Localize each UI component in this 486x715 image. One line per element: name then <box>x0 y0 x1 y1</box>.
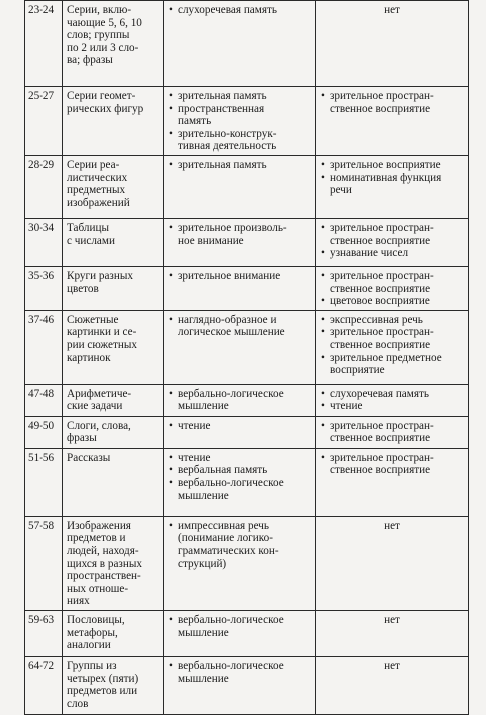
main-functions-list <box>168 614 311 639</box>
additional-functions-list <box>320 388 464 413</box>
table-row <box>25 416 469 448</box>
list-item: • вербально-логическое мышление <box>168 614 311 639</box>
list-item: • узнавание чисел <box>320 247 464 260</box>
additional-functions-list <box>320 420 464 445</box>
additional-functions-cell <box>316 218 469 266</box>
table-row <box>25 384 469 416</box>
main-functions-list <box>168 520 311 570</box>
task-number-cell: 49-50 <box>25 416 63 448</box>
task-type-cell: Сюжетные картинки и се- рии сюжетных картинок <box>63 310 164 384</box>
table-row <box>25 610 469 656</box>
task-type-cell: Рассказы <box>63 448 164 516</box>
list-item: • цветовое восприятие <box>320 295 464 308</box>
additional-functions-cell <box>316 448 469 516</box>
list-item: • зрительное восприятие <box>320 159 464 172</box>
list-item: • чтение <box>168 452 311 465</box>
additional-functions-cell: нет <box>316 656 469 714</box>
task-type-cell: Таблицы с числами <box>63 218 164 266</box>
task-number-cell: 64-72 <box>25 656 63 714</box>
methods-table <box>24 0 469 715</box>
main-functions-cell <box>164 416 316 448</box>
additional-functions-cell: нет <box>316 1 469 87</box>
main-functions-cell <box>164 155 316 218</box>
list-item: • зрительное внимание <box>168 270 311 283</box>
main-functions-list <box>168 270 311 283</box>
task-number-cell: 37-46 <box>25 310 63 384</box>
task-number-cell: 35-36 <box>25 266 63 310</box>
task-number-cell: 23-24 <box>25 1 63 87</box>
table-body <box>25 1 469 715</box>
task-number-cell: 28-29 <box>25 155 63 218</box>
additional-functions-cell <box>316 266 469 310</box>
table-row <box>25 87 469 156</box>
list-item: • зрительное простран- ственное восприятие <box>320 222 464 247</box>
main-functions-cell <box>164 218 316 266</box>
task-type-cell: Арифметиче- ские задачи <box>63 384 164 416</box>
main-functions-cell <box>164 310 316 384</box>
list-item: • слухоречевая память <box>320 388 464 401</box>
list-item: • зрительное простран- ственное восприятие <box>320 270 464 295</box>
additional-functions-list <box>320 452 464 477</box>
additional-functions-cell: нет <box>316 610 469 656</box>
list-item: • вербальная память <box>168 464 311 477</box>
additional-functions-list <box>320 90 464 115</box>
main-functions-cell <box>164 610 316 656</box>
main-functions-cell <box>164 516 316 610</box>
list-item: • чтение <box>168 420 311 433</box>
table-row <box>25 1 469 87</box>
list-item: • зрительное простран- ственное восприятие <box>320 90 464 115</box>
additional-functions-cell <box>316 384 469 416</box>
additional-functions-list <box>320 159 464 197</box>
list-item: • зрительное предметное восприятие <box>320 352 464 377</box>
table-row <box>25 310 469 384</box>
list-item: • зрительное простран- ственное восприятие <box>320 452 464 477</box>
list-item: • импрессивная речь (понимание логико- грамматических кон- струкций) <box>168 520 311 570</box>
main-functions-list <box>168 388 311 413</box>
task-number-cell: 25-27 <box>25 87 63 156</box>
task-type-cell: Слоги, слова, фразы <box>63 416 164 448</box>
additional-functions-cell <box>316 155 469 218</box>
task-type-cell: Изображения предметов и людей, находя- щихся в разных пространствен- ных отноше- ниях <box>63 516 164 610</box>
task-type-cell: Серии геомет- рических фигур <box>63 87 164 156</box>
main-functions-cell <box>164 384 316 416</box>
main-functions-list <box>168 4 311 17</box>
list-item: • зрительно-конструк- тивная деятельность <box>168 128 311 153</box>
table-row <box>25 266 469 310</box>
list-item: • слухоречевая память <box>168 4 311 17</box>
additional-functions-list <box>320 222 464 260</box>
list-item: • зрительное простран- ственное восприятие <box>320 326 464 351</box>
main-functions-cell <box>164 87 316 156</box>
table-row <box>25 155 469 218</box>
main-functions-list <box>168 90 311 153</box>
main-functions-list <box>168 452 311 502</box>
additional-functions-cell <box>316 310 469 384</box>
list-item: • пространственная память <box>168 103 311 128</box>
list-item: • экспрессивная речь <box>320 314 464 327</box>
task-number-cell: 57-58 <box>25 516 63 610</box>
list-item: • вербально-логическое мышление <box>168 660 311 685</box>
task-number-cell: 30-34 <box>25 218 63 266</box>
list-item: • зрительная память <box>168 90 311 103</box>
table-row <box>25 656 469 714</box>
additional-functions-cell: нет <box>316 516 469 610</box>
main-functions-cell <box>164 266 316 310</box>
list-item: • вербально-логическое мышление <box>168 477 311 502</box>
task-type-cell: Пословицы, метафоры, аналогии <box>63 610 164 656</box>
main-functions-cell <box>164 448 316 516</box>
task-number-cell: 51-56 <box>25 448 63 516</box>
main-functions-list <box>168 420 311 433</box>
list-item: • зрительная память <box>168 159 311 172</box>
list-item: • чтение <box>320 400 464 413</box>
list-item: • номинативная функция речи <box>320 172 464 197</box>
main-functions-cell <box>164 656 316 714</box>
main-functions-cell <box>164 1 316 87</box>
main-functions-list <box>168 314 311 339</box>
list-item: • зрительное простран- ственное восприятие <box>320 420 464 445</box>
additional-functions-cell <box>316 87 469 156</box>
task-type-cell: Серии реа- листических предметных изображений <box>63 155 164 218</box>
table-row <box>25 218 469 266</box>
task-type-cell: Серии, вклю- чающие 5, 6, 10 слов; группы по 2 или 3 сло- ва; фразы <box>63 1 164 87</box>
list-item: • зрительное произволь- ное внимание <box>168 222 311 247</box>
document-page <box>24 0 468 715</box>
list-item: • вербально-логическое мышление <box>168 388 311 413</box>
table-row <box>25 516 469 610</box>
additional-functions-cell <box>316 416 469 448</box>
list-item: • наглядно-образное и логическое мышление <box>168 314 311 339</box>
task-number-cell: 47-48 <box>25 384 63 416</box>
additional-functions-list <box>320 270 464 308</box>
task-type-cell: Круги разных цветов <box>63 266 164 310</box>
task-number-cell: 59-63 <box>25 610 63 656</box>
task-type-cell: Группы из четырех (пяти) предметов или слов <box>63 656 164 714</box>
main-functions-list <box>168 222 311 247</box>
main-functions-list <box>168 660 311 685</box>
table-row <box>25 448 469 516</box>
additional-functions-list <box>320 314 464 377</box>
main-functions-list <box>168 159 311 172</box>
